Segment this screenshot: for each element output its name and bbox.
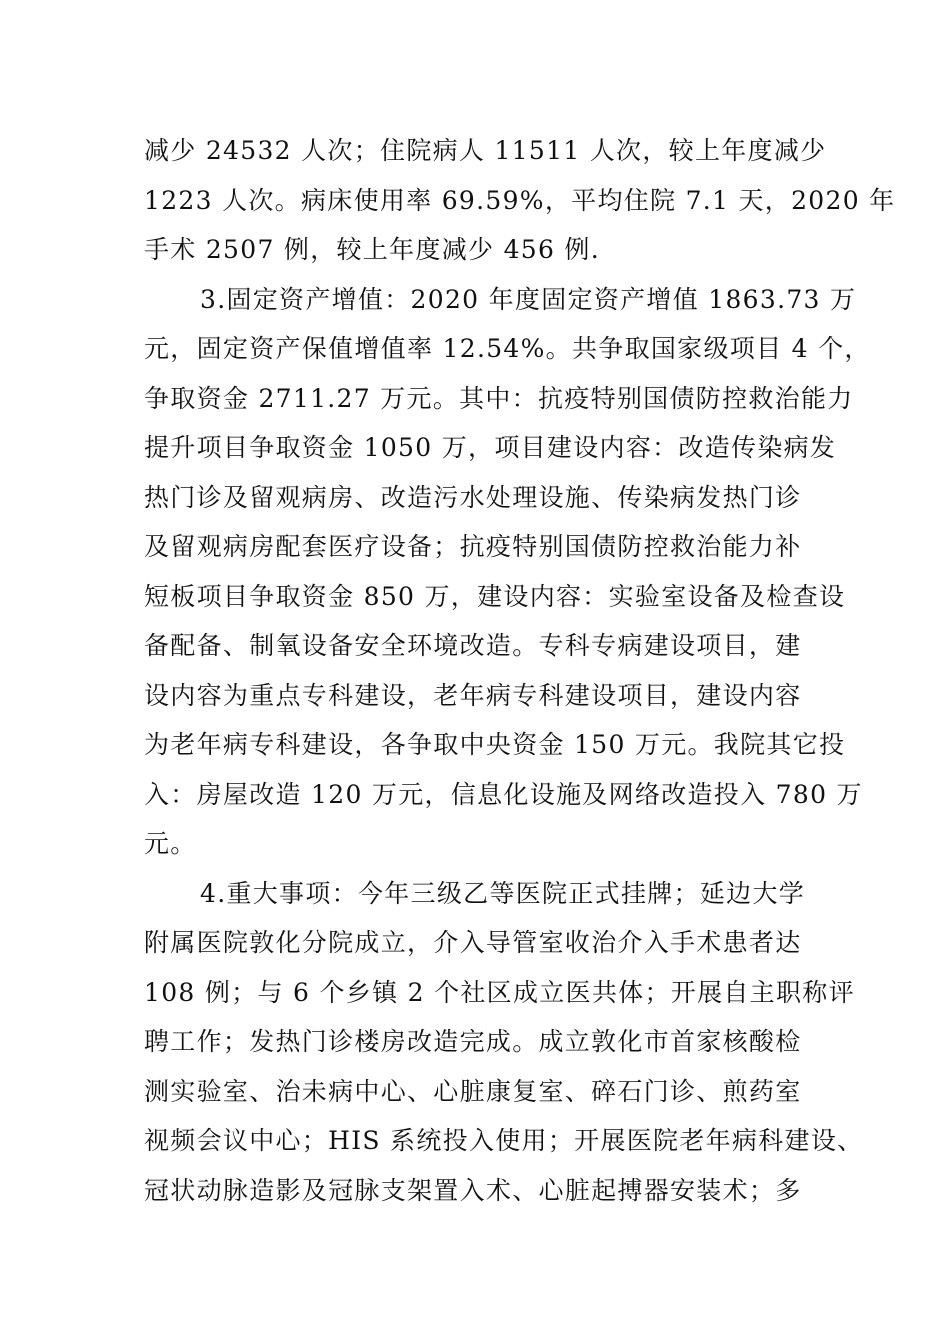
text-line: 测实验室、治未病中心、心脏康复室、碎石门诊、煎药室 — [144, 1076, 802, 1106]
paragraph-patient-stats — [144, 126, 896, 275]
paragraph-fixed-assets — [144, 275, 871, 869]
text-line: 备配备、制氧设备安全环境改造。专科专病建设项目，建 — [144, 631, 802, 660]
text-line: 短板项目争取资金 850 万，建设内容：实验室设备及检查设 — [144, 581, 846, 611]
paragraph-major-events — [144, 869, 864, 1216]
text-line: 元。 — [144, 829, 197, 858]
text-line: 冠状动脉造影及冠脉支架置入术、心脏起搏器安装术；多 — [144, 1175, 802, 1205]
text-line: 提升项目争取资金 1050 万，项目建设内容：改造传染病发 — [144, 433, 837, 462]
text-line: 争取资金 2711.27 万元。其中：抗疫特别国债防控救治能力 — [144, 383, 854, 413]
text-line: 设内容为重点专科建设，老年病专科建设项目，建设内容 — [144, 680, 802, 710]
text-line: 视频会议中心；HIS 系统投入使用；开展医院老年病科建设、 — [144, 1126, 864, 1155]
text-line: 手术 2507 例，较上年度减少 456 例. — [144, 235, 600, 264]
text-line: 减少 24532 人次；住院病人 11511 人次，较上年度减少 — [144, 136, 827, 165]
text-line: 入：房屋改造 120 万元，信息化设施及网络改造投入 780 万 — [144, 779, 863, 809]
text-line: 108 例；与 6 个乡镇 2 个社区成立医共体；开展自主职称评 — [144, 977, 855, 1007]
text-line: 热门诊及留观病房、改造污水处理设施、传染病发热门诊 — [144, 482, 802, 512]
document-body — [144, 126, 896, 1215]
text-line: 附属医院敦化分院成立，介入导管室收治介入手术患者达 — [144, 928, 802, 957]
text-line: 4.重大事项：今年三级乙等医院正式挂牌；延边大学 — [200, 878, 806, 908]
text-line: 3.固定资产增值：2020 年度固定资产增值 1863.73 万 — [200, 284, 857, 314]
text-line: 聘工作；发热门诊楼房改造完成。成立敦化市首家核酸检 — [144, 1027, 802, 1056]
text-line: 元，固定资产保值增值率 12.54%。共争取国家级项目 4 个， — [144, 334, 871, 363]
text-line: 1223 人次。病床使用率 69.59%，平均住院 7.1 天，2020 年 — [144, 185, 896, 215]
text-line: 为老年病专科建设，各争取中央资金 150 万元。我院其它投 — [144, 730, 846, 759]
text-line: 及留观病房配套医疗设备；抗疫特别国债防控救治能力补 — [144, 532, 802, 561]
